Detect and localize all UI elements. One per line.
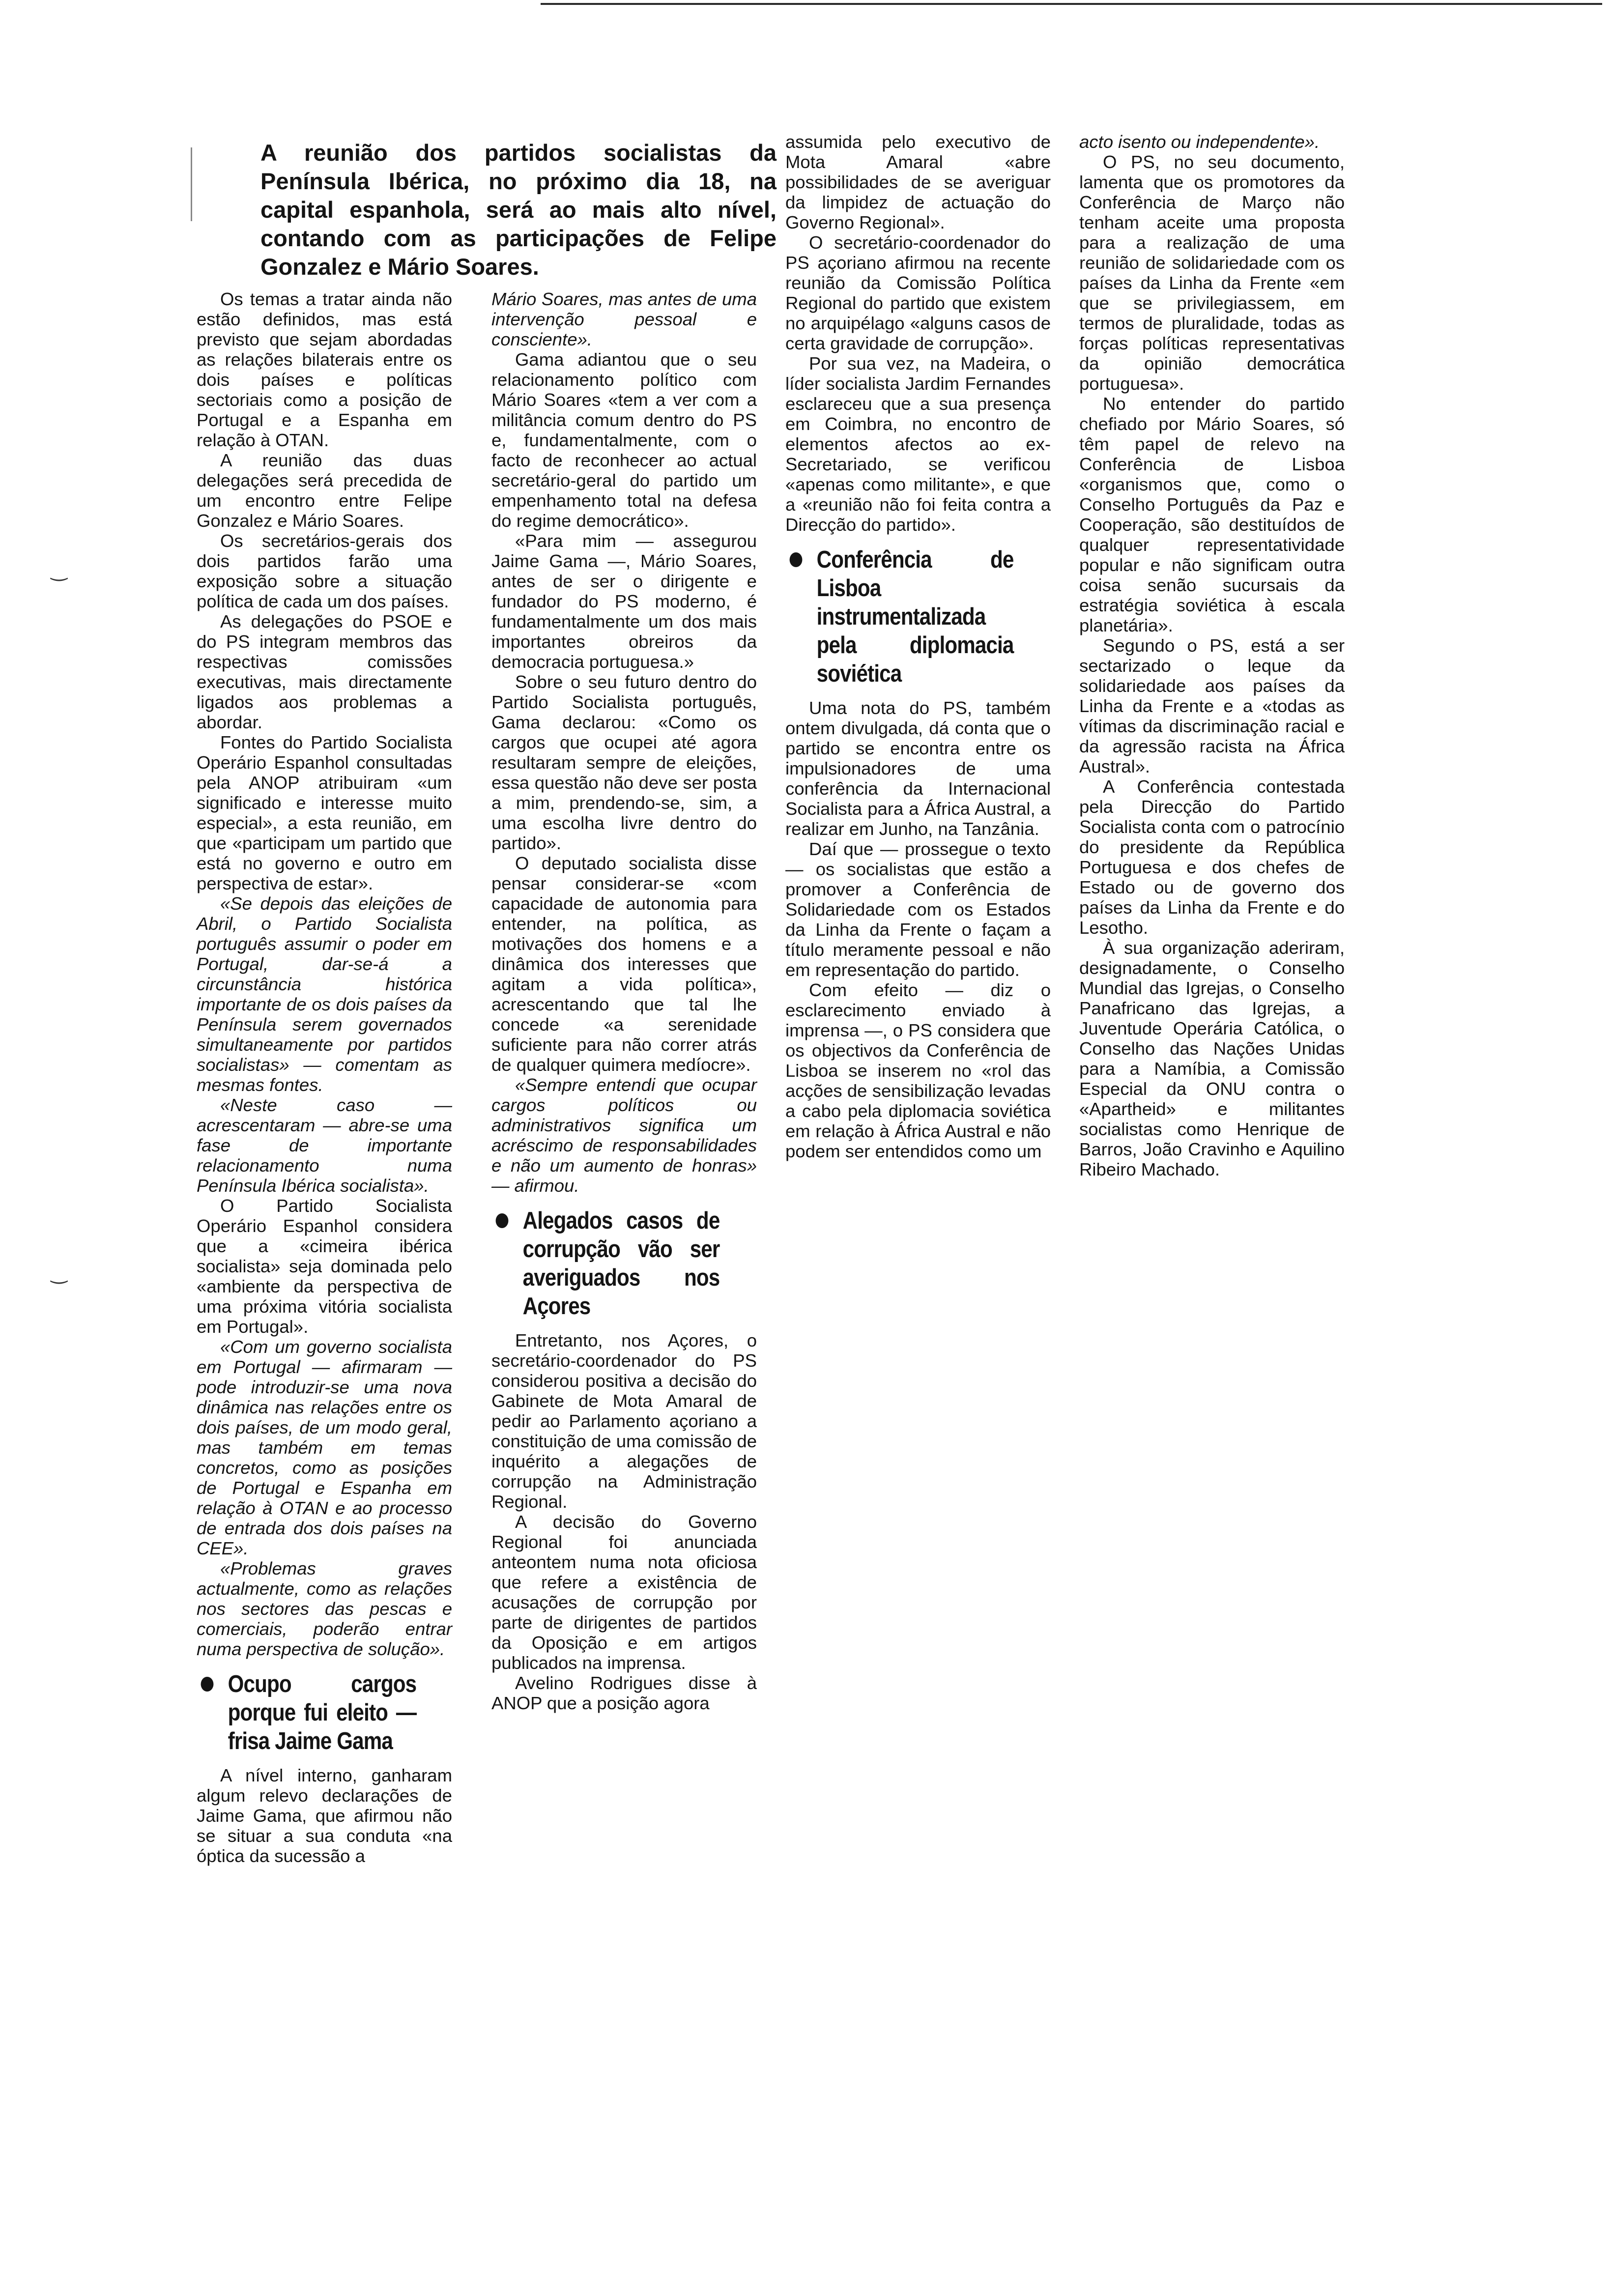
col1-paragraph: O Partido Socialista Operário Espanhol considera que a «cimeira ibérica socialista» seja dominada pelo «ambiente da perspectiva de uma próxima vitória socialista em Portugal». [197, 1196, 452, 1337]
col1-paragraph: Fontes do Partido Socialista Operário Espanhol consultadas pela ANOP atribuiram «um significado e interesse muito especial», a esta reunião, em que «participam um partido que está no governo e outro em perspectiva de estar». [197, 732, 452, 893]
col3-paragraph: Uma nota do PS, também ontem divulgada, dá conta que o partido se encontra entre os impulsionadores de uma conferência da Internacional Socialista para a África Austral, a realizar em Junho, na Tanzânia. [785, 698, 1051, 839]
col1-paragraph: A nível interno, ganharam algum relevo declarações de Jaime Gama, que afirmou não se situar a sua conduta «na óptica da sucessão a [197, 1765, 452, 1866]
top-scan-edge [541, 3, 1602, 5]
col4-paragraph: À sua organização aderiram, designadamente, o Conselho Mundial das Igrejas, o Conselho Panafricano das Igrejas, a Juventude Operária Católica, o Conselho das Nações Unidas para a Namíbia, a Comissão Especial da ONU contra o «Apartheid» e militantes socialistas como Henrique de Barros, João Cravinho e Aquilino Ribeiro Machado. [1079, 938, 1345, 1179]
col2-paragraph: Sobre o seu futuro dentro do Partido Socialista português, Gama declarou: «Como os cargos que ocupei até agora resultaram sempre de eleições, essa questão não deve ser posta a mim, prendendo-se, sim, a uma escolha livre dentro do partido». [491, 672, 757, 853]
bullet-icon [201, 1677, 214, 1692]
col2-paragraph: O deputado socialista disse pensar considerar-se «com capacidade de autonomia para entender, na política, as motivações dos homens e a dinâmica dos interesses que agitam a vida política», acrescentando que tal lhe concede «a serenidade suficiente para não correr atrás de qualquer quimera medíocre». [491, 853, 757, 1075]
col2-paragraph: «Para mim — assegurou Jaime Gama —, Mário Soares, antes de ser o dirigente e fundador do PS moderno, é fundamentalmente um dos mais importantes obreiros da democracia portuguesa.» [491, 531, 757, 672]
left-scan-tick [191, 147, 192, 221]
col1-paragraph: A reunião das duas delegações será precedida de um encontro entre Felipe Gonzalez e Mário Soares. [197, 450, 452, 531]
col1-paragraph: Os secretários-gerais dos dois partidos farão uma exposição sobre a situação política de cada um dos países. [197, 531, 452, 611]
col3-paragraph: Por sua vez, na Madeira, o líder socialista Jardim Fernandes esclareceu que a sua presença em Coimbra, no encontro de elementos afectos ao ex-Secretariado, se verificou «apenas como militante», e que a «reunião não foi feita contra a Direcção do partido». [785, 353, 1051, 535]
col3-subheading [785, 545, 1013, 688]
col4-paragraph: A Conferência contestada pela Direcção do Partido Socialista conta com o patrocínio do presidente da República Portuguesa e dos chefes de Estado ou de governo dos países da Linha da Frente e do Lesotho. [1079, 776, 1345, 938]
col2-subheading-text: Alegados casos de corrupção vão ser averiguados nos Açores [522, 1207, 720, 1320]
col2-paragraph: Mário Soares, mas antes de uma intervenção pessoal e consciente». [491, 289, 757, 349]
article-headline: A reunião dos partidos socialistas da Península Ibérica, no próximo dia 18, na capital espanhola, será ao mais alto nível, contando com as participações de Felipe Gonzalez e Mário Soares. [260, 140, 777, 280]
col4-paragraph: O PS, no seu documento, lamenta que os promotores da Conferência de Março não tenham aceite uma proposta para a realização de uma reunião de solidariedade com os países da Linha da Frente «em que se privilegiassem, em termos de pluralidade, todas as forças políticas representativas da opinião democrática portuguesa». [1079, 152, 1345, 394]
col4-paragraph: acto isento ou independente». [1079, 132, 1320, 152]
column-1 [197, 289, 452, 1866]
col2-paragraph: Entretanto, nos Açores, o secretário-coordenador do PS considerou positiva a decisão do Gabinete de Mota Amaral de pedir ao Parlamento açoriano a constituição de uma comissão de inquérito a alegações de corrupção na Administração Regional. [491, 1330, 757, 1512]
col1-paragraph: «Com um governo socialista em Portugal — afirmaram — pode introduzir-se uma nova dinâmica nas relações entre os dois países, de um modo geral, mas também em temas concretos, como as posições de Portugal e Espanha em relação à OTAN e ao processo de entrada dos dois países na CEE». [197, 1337, 452, 1558]
left-margin-mark: ‿ [51, 559, 67, 581]
col1-subheading [197, 1670, 416, 1755]
col1-paragraph: «Neste caso — acrescentaram — abre-se uma fase de importante relacionamento numa Península Ibérica socialista». [197, 1095, 452, 1196]
col4-paragraph: No entender do partido chefiado por Mário Soares, só têm papel de relevo na Conferência de Lisboa «organismos que, como o Conselho Português da Paz e Cooperação, são destituídos de qualquer representatividade popular e não significam outra coisa senão sucursais da estratégia soviética à escala planetária». [1079, 394, 1345, 635]
col4-paragraph: Segundo o PS, está a ser sectarizado o leque da solidariedade aos países da Linha da Frente e a «todas as vítimas da discriminação racial e da agressão racista na África Austral». [1079, 635, 1345, 776]
col3-paragraph: O secretário-coordenador do PS açoriano afirmou na recente reunião da Comissão Política Regional do partido que existem no arquipélago «alguns casos de certa gravidade de corrupção». [785, 232, 1051, 353]
col2-paragraph: Avelino Rodrigues disse à ANOP que a posição agora [491, 1673, 757, 1713]
column-3 [785, 132, 1051, 1161]
col2-paragraph: «Sempre entendi que ocupar cargos políticos ou administrativos significa um acréscimo de responsabilidades e não um aumento de honras» — afirmou. [491, 1075, 757, 1196]
col3-paragraph: assumida pelo executivo de Mota Amaral «abre possibilidades de se averiguar da limpidez de actuação do Governo Regional». [785, 132, 1051, 232]
col2-paragraph: A decisão do Governo Regional foi anunciada anteontem numa nota oficiosa que refere a existência de acusações de corrupção por parte de dirigentes de partidos da Oposição e em artigos publicados na imprensa. [491, 1512, 757, 1673]
col2-subheading [491, 1206, 720, 1320]
col1-paragraph: As delegações do PSOE e do PS integram membros das respectivas comissões executivas, mais directamente ligados aos problemas a abordar. [197, 611, 452, 732]
col3-subheading-text: Conferência de Lisboa instrumentalizada pela diplomacia soviética [816, 546, 1014, 687]
column-2 [491, 289, 757, 1713]
column-4 [1079, 132, 1345, 1179]
col1-paragraph: «Problemas graves actualmente, como as relações nos sectores das pescas e comerciais, poderão entrar numa perspectiva de solução». [197, 1558, 452, 1659]
col1-paragraph: Os temas a tratar ainda não estão definidos, mas está previsto que sejam abordadas as relações bilaterais entre os dois países e políticas sectoriais como a posição de Portugal e a Espanha em relação à OTAN. [197, 289, 452, 450]
bullet-icon [790, 552, 803, 567]
col3-paragraph: Com efeito — diz o esclarecimento enviado à imprensa —, o PS considera que os objectivos da Conferência de Lisboa se inserem no «rol das acções de sensibilização levadas a cabo pela diplomacia soviética em relação à África Austral e não podem ser entendidos como um [785, 980, 1051, 1161]
col1-subheading-text: Ocupo cargos porque fui eleito — frisa Jaime Gama [228, 1671, 417, 1754]
col1-paragraph: «Se depois das eleições de Abril, o Partido Socialista português assumir o poder em Portugal, dar-se-á a circunstância histórica importante de os dois países da Península serem governados simultaneamente por partidos socialistas» — comentam as mesmas fontes. [197, 893, 452, 1095]
bullet-icon [496, 1213, 509, 1228]
col3-paragraph: Daí que — prossegue o texto — os socialistas que estão a promover a Conferência de Solidariedade com os Estados da Linha da Frente o façam a título meramente pessoal e não em representação do partido. [785, 839, 1051, 980]
left-margin-mark-2: ‿ [51, 1262, 67, 1284]
col2-paragraph: Gama adiantou que o seu relacionamento político com Mário Soares «tem a ver com a militância comum dentro do PS e, fundamentalmente, com o facto de reconhecer ao actual secretário-geral do partido um empenhamento total na defesa do regime democrático». [491, 349, 757, 531]
